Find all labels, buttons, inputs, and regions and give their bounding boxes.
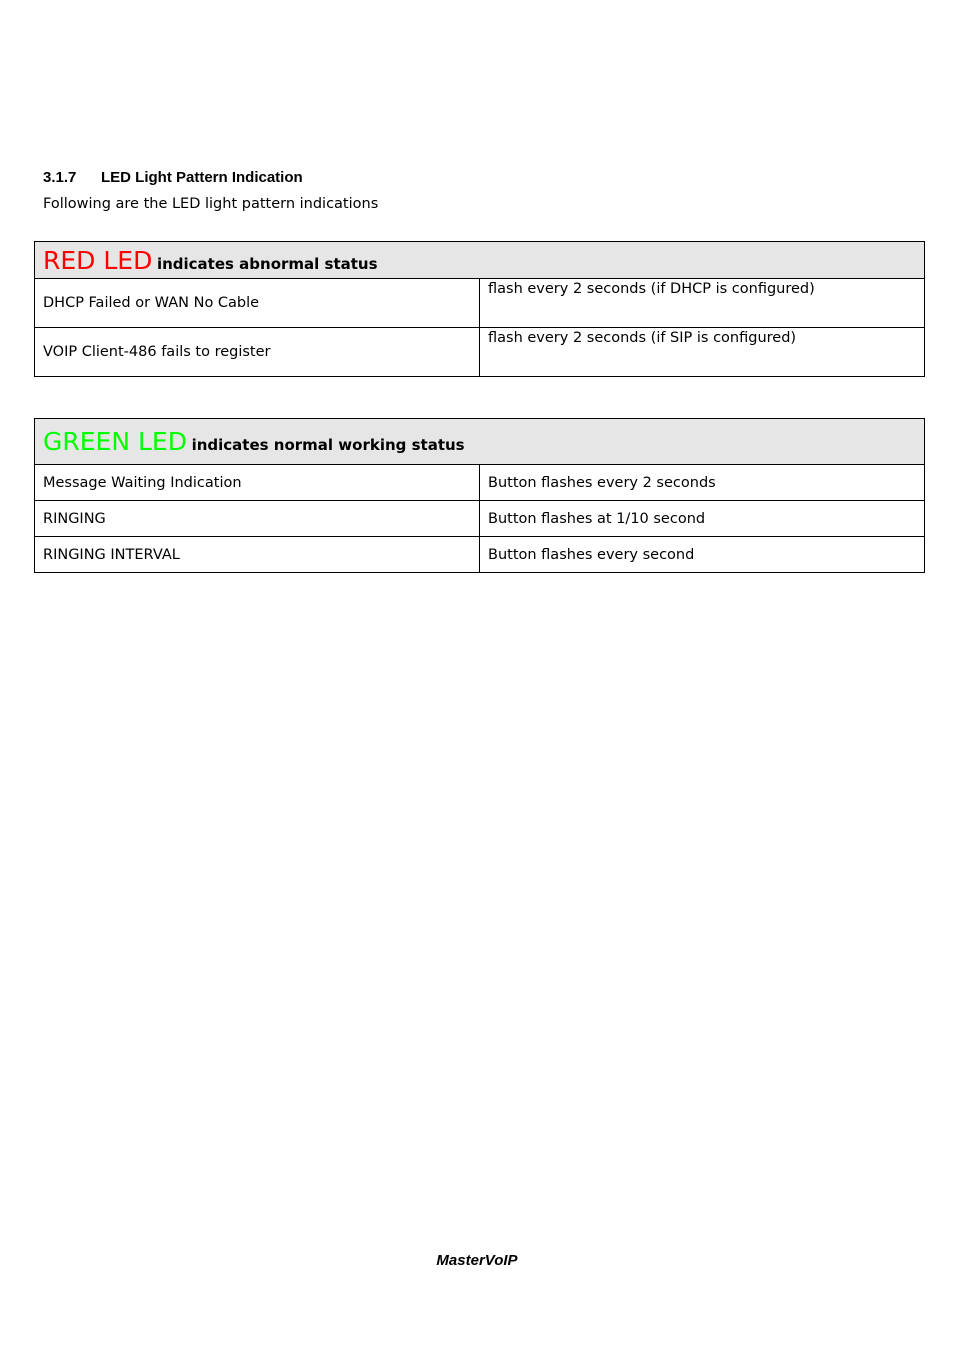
condition-cell: Message Waiting Indication (35, 465, 480, 501)
table-row (35, 279, 925, 328)
red-led-description: indicates abnormal status (156, 254, 378, 273)
green-led-description: indicates normal working status (191, 436, 465, 454)
condition-cell: VOIP Client-486 fails to register (35, 328, 480, 377)
table-row (35, 465, 925, 501)
pattern-cell: Button flashes every second (480, 537, 925, 573)
table-row (35, 501, 925, 537)
pattern-cell: Button flashes at 1/10 second (480, 501, 925, 537)
pattern-cell: flash every 2 seconds (if DHCP is configured) (480, 279, 925, 328)
page-footer: MasterVoIP (436, 1252, 518, 1269)
table-row (35, 537, 925, 573)
red-led-header (35, 242, 925, 279)
pattern-cell: Button flashes every 2 seconds (480, 465, 925, 501)
section-title: LED Light Pattern Indication (101, 169, 303, 186)
condition-cell: DHCP Failed or WAN No Cable (35, 279, 480, 328)
red-led-label: RED LED (43, 245, 153, 275)
section-number: 3.1.7 (43, 169, 77, 186)
green-led-table (34, 418, 925, 573)
section-heading (43, 169, 303, 186)
table-header-row (35, 419, 925, 465)
condition-cell: RINGING INTERVAL (35, 537, 480, 573)
condition-cell: RINGING (35, 501, 480, 537)
pattern-cell: flash every 2 seconds (if SIP is configured) (480, 328, 925, 377)
green-led-label: GREEN LED (43, 427, 187, 456)
intro-paragraph: Following are the LED light pattern indications (43, 196, 379, 212)
green-led-header (35, 419, 925, 465)
table-header-row (35, 242, 925, 279)
table-row (35, 328, 925, 377)
red-led-table (34, 241, 925, 377)
